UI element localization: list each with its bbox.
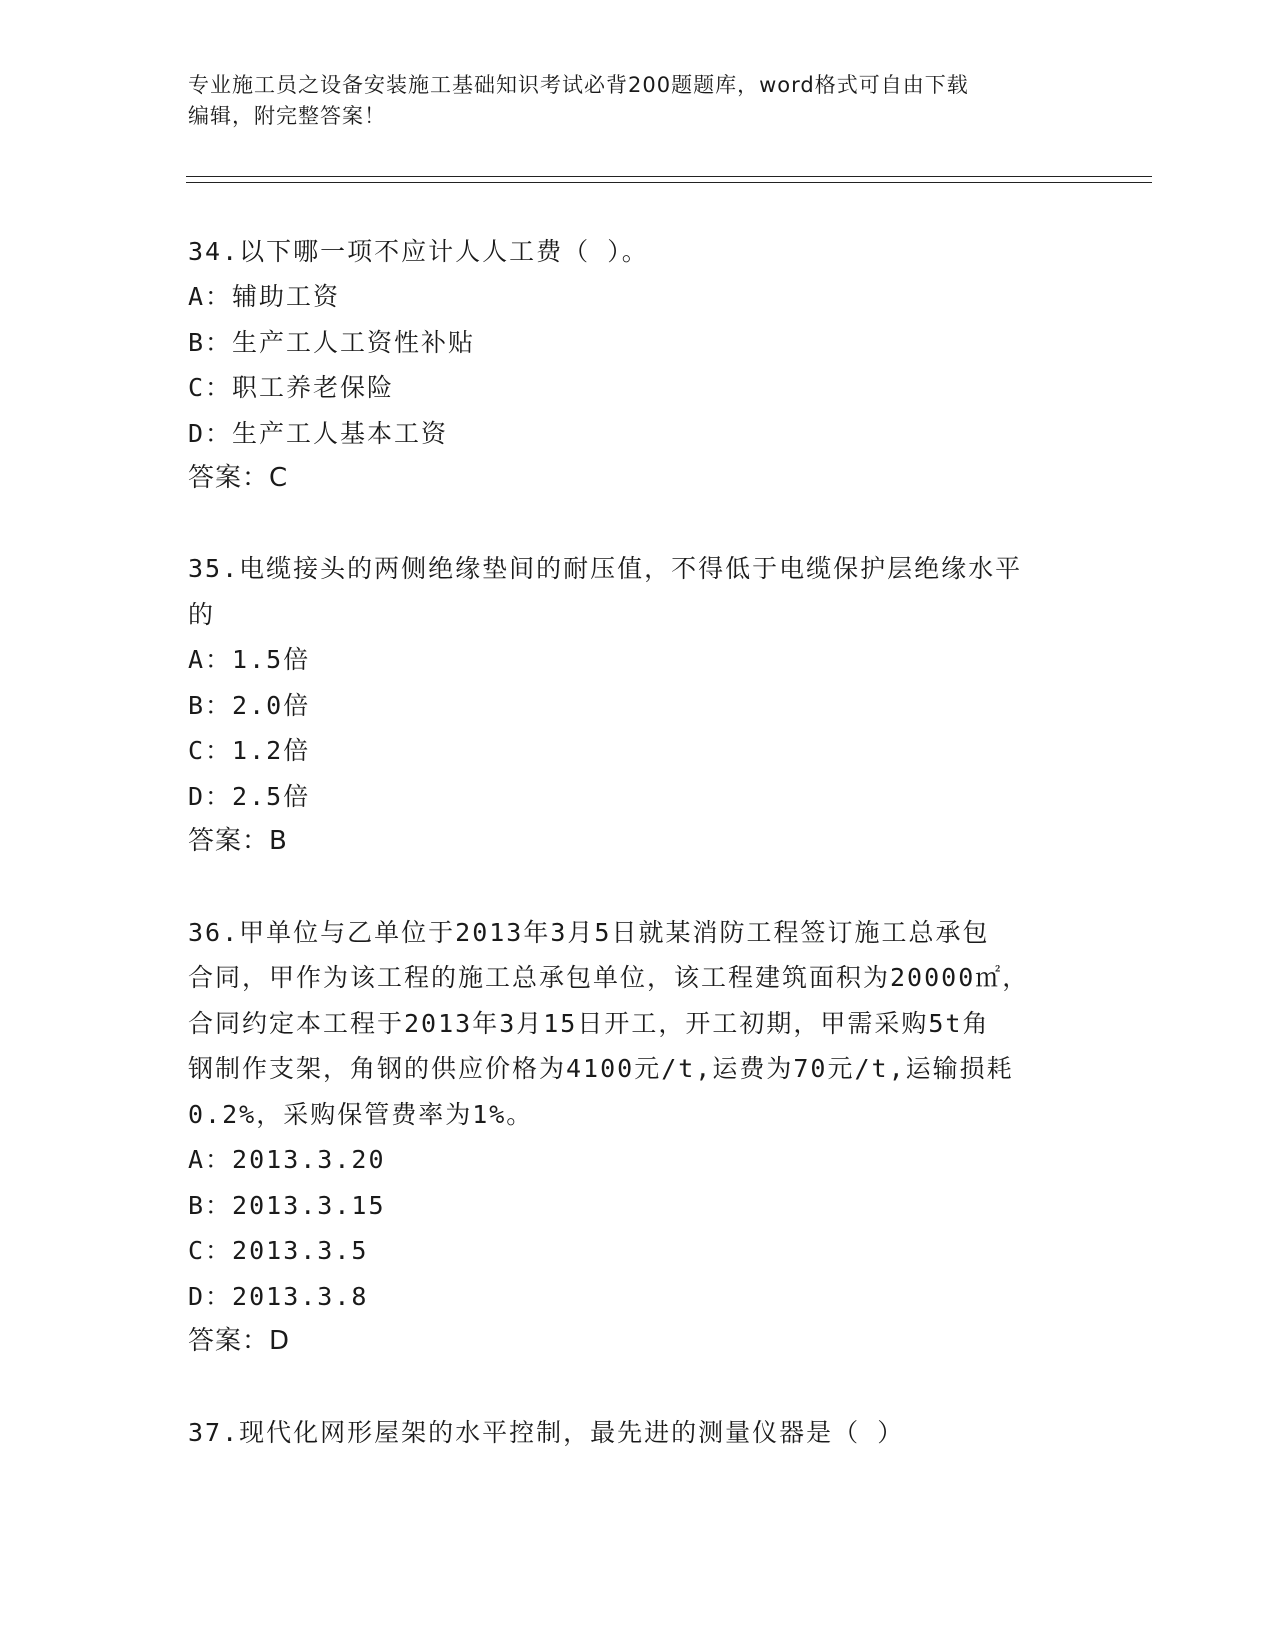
header-line-2: 编辑，附完整答案！ <box>188 104 386 128</box>
header-divider-bottom <box>186 182 1152 183</box>
question-34-option-b: B：生产工人工资性补贴 <box>188 328 476 357</box>
header-divider-top <box>186 176 1152 177</box>
question-36-option-a: A：2013.3.20 <box>188 1145 386 1174</box>
question-36-stem-line-4: 钢制作支架，角钢的供应价格为4100元/t,运费为70元/t,运输损耗 <box>188 1054 1014 1083</box>
question-34-option-c: C：职工养老保险 <box>188 373 395 402</box>
document-header <box>188 70 1088 132</box>
question-35-answer: 答案：B <box>188 826 288 856</box>
question-36-stem-line-1: 36.甲单位与乙单位于2013年3月5日就某消防工程签订施工总承包 <box>188 918 990 947</box>
question-34-stem: 34.以下哪一项不应计人人工费（ ）。 <box>188 237 649 266</box>
question-35-stem-line-2: 的 <box>188 600 216 629</box>
question-36-option-b: B：2013.3.15 <box>188 1191 386 1220</box>
question-35-option-c: C：1.2倍 <box>188 736 311 765</box>
question-35-option-b: B：2.0倍 <box>188 691 311 720</box>
question-36-option-c: C：2013.3.5 <box>188 1236 369 1265</box>
question-37-stem: 37.现代化网形屋架的水平控制，最先进的测量仪器是（ ） <box>188 1418 905 1447</box>
question-34-answer: 答案：C <box>188 463 289 493</box>
question-34-option-d: D：生产工人基本工资 <box>188 419 449 448</box>
question-36-stem-line-2: 合同，甲作为该工程的施工总承包单位，该工程建筑面积为20000㎡， <box>188 963 1030 992</box>
question-36-answer: 答案：D <box>188 1326 291 1356</box>
question-36-option-d: D：2013.3.8 <box>188 1282 369 1311</box>
question-35-option-a: A：1.5倍 <box>188 645 311 674</box>
question-35-stem-line-1: 35.电缆接头的两侧绝缘垫间的耐压值，不得低于电缆保护层绝缘水平 <box>188 554 1023 583</box>
header-line-1: 专业施工员之设备安装施工基础知识考试必背200题题库，word格式可自由下载 <box>188 73 969 97</box>
question-36-stem-line-5: 0.2%，采购保管费率为1%。 <box>188 1100 534 1129</box>
question-36-stem-line-3: 合同约定本工程于2013年3月15日开工，开工初期，甲需采购5t角 <box>188 1009 990 1038</box>
question-34-option-a: A：辅助工资 <box>188 282 341 311</box>
question-35-option-d: D：2.5倍 <box>188 782 311 811</box>
